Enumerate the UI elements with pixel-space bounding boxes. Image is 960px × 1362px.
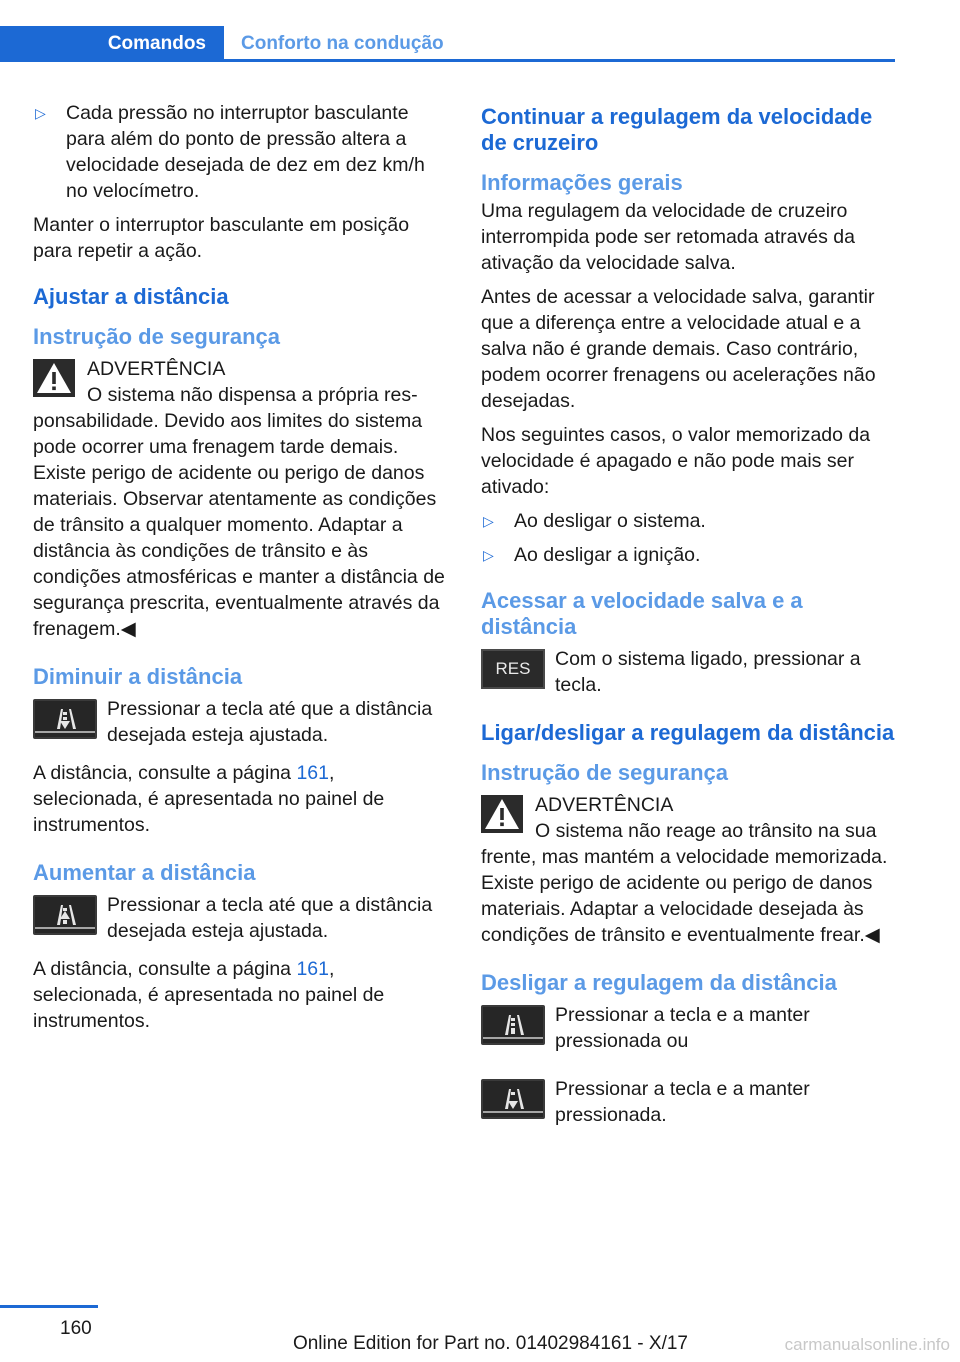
page-link[interactable]: 161 — [296, 762, 329, 784]
instruction-text: Pressionar a tecla até que a distância desejada esteja ajustada. — [107, 894, 433, 942]
text-span: , selecionada, é apresentada no painel de instrumentos. — [33, 958, 385, 1032]
warning-first-line: O sistema não reage ao trânsito na sua — [535, 820, 877, 842]
distance-button-icon — [481, 1079, 545, 1119]
edition-footer: Online Edition for Part no. 01402984161 - X/17 — [292, 1333, 688, 1354]
header-rule — [224, 59, 895, 62]
warning-triangle-icon — [481, 795, 523, 833]
list-item — [33, 100, 448, 204]
warning-text: frente, mas mantém a velocidade memorizada. Existe perigo de acidente ou perigo de danos materiais. Adaptar a velocidade desejada às condições de trânsito e eventualmente frear.◀ — [481, 846, 888, 946]
page-number: 160 — [60, 1318, 92, 1339]
bullet-text: Cada pressão no interruptor basculante para além do ponto de pressão altera a velocidade desejada de dez em dez km/h no velocímetro. — [66, 102, 425, 202]
warning-header — [481, 792, 896, 844]
distance-decrease-button-icon — [33, 699, 97, 739]
distance-increase-button-icon — [33, 895, 97, 935]
decrease-distance-instruction — [33, 696, 448, 748]
subsection-heading: Desligar a regulagem da distância — [481, 970, 837, 995]
bullet-text: Ao desligar o sistema. — [514, 510, 706, 532]
tab-comandos-label: Comandos — [107, 33, 206, 54]
instruction-text: Pressionar a tecla até que a distância desejada esteja ajustada. — [107, 698, 433, 746]
warning-title: ADVERTÊNCIA — [87, 358, 226, 380]
warning-triangle-icon — [33, 359, 75, 397]
res-button-icon — [481, 649, 545, 689]
instruction-text: Pressionar a tecla e a manter pressionada ou — [555, 1004, 810, 1052]
warning-text: ponsabilidade. Devido aos limites do sistema pode ocorrer uma frenagem tarde demais. Existe perigo de acidente ou perigo de danos materiais. Observar atentamente as condições de trânsito a qualquer momento. Adaptar a distância às condições de trânsito e às condições atmosféricas e manter a distância de segurança prescrita, eventualmente através da frenagem.◀ — [33, 410, 445, 640]
subsection-heading: Instrução de segurança — [33, 324, 280, 349]
section-heading: Ligar/desligar a regulagem da distância — [481, 720, 895, 745]
subsection-heading: Diminuir a distância — [33, 664, 243, 689]
bullet-triangle-icon: ▷ — [483, 513, 494, 529]
text-span: A distância, consulte a página — [33, 958, 297, 980]
off-instruction-1 — [481, 1002, 896, 1054]
bullet-triangle-icon: ▷ — [35, 105, 46, 121]
left-column — [33, 100, 448, 1042]
paragraph — [33, 760, 448, 838]
list-item — [481, 508, 896, 534]
tab-comandos[interactable] — [0, 26, 224, 62]
warning-title: ADVERTÊNCIA — [535, 794, 674, 816]
subsection-heading: Acessar a velocidade salva e a distância — [481, 588, 803, 639]
res-button-label: RES — [495, 659, 531, 678]
subsection-heading: Aumentar a distância — [33, 860, 256, 885]
increase-distance-instruction — [33, 892, 448, 944]
paragraph: Manter o interruptor basculante em posição para repetir a ação. — [33, 214, 410, 262]
tab-conforto[interactable] — [224, 26, 444, 62]
tab-conforto-label: Conforto na condução — [241, 33, 444, 54]
instruction-text: Pressionar a tecla e a manter pressionada. — [555, 1078, 810, 1126]
list-item — [481, 542, 896, 568]
section-heading: Continuar a regulagem da velocidade de cruzeiro — [481, 104, 873, 155]
paragraph: Nos seguintes casos, o valor memorizado da velocidade é apagado e não pode mais ser ativado: — [481, 424, 871, 498]
paragraph: Antes de acessar a velocidade salva, garantir que a diferença entre a velocidade atual e a salva não é grande demais. Caso contrário, podem ocorrer frenagens ou acelerações não desejadas. — [481, 286, 876, 412]
warning-first-line: O sistema não dispensa a própria res- — [87, 384, 418, 406]
paragraph: Uma regulagem da velocidade de cruzeiro interrompida pode ser retomada através da ativação da velocidade salva. — [481, 200, 855, 274]
section-heading: Ajustar a distância — [33, 284, 229, 309]
text-span: , selecionada, é apresentada no painel de instrumentos. — [33, 762, 385, 836]
paragraph — [33, 956, 448, 1034]
instruction-text: Com o sistema ligado, pressionar a tecla. — [555, 648, 861, 696]
bullet-triangle-icon: ▷ — [483, 547, 494, 563]
off-instruction-2 — [481, 1076, 896, 1128]
subsection-heading: Informações gerais — [481, 170, 683, 195]
resume-instruction — [481, 646, 896, 698]
text-span: A distância, consulte a página — [33, 762, 297, 784]
warning-header — [33, 356, 448, 408]
page-link[interactable]: 161 — [296, 958, 329, 980]
distance-button-icon — [481, 1005, 545, 1045]
bullet-text: Ao desligar a ignição. — [514, 544, 701, 566]
watermark: carmanualsonline.info — [784, 1335, 950, 1354]
right-column — [481, 100, 896, 1136]
subsection-heading: Instrução de segurança — [481, 760, 728, 785]
page-number-rule — [0, 1305, 98, 1308]
